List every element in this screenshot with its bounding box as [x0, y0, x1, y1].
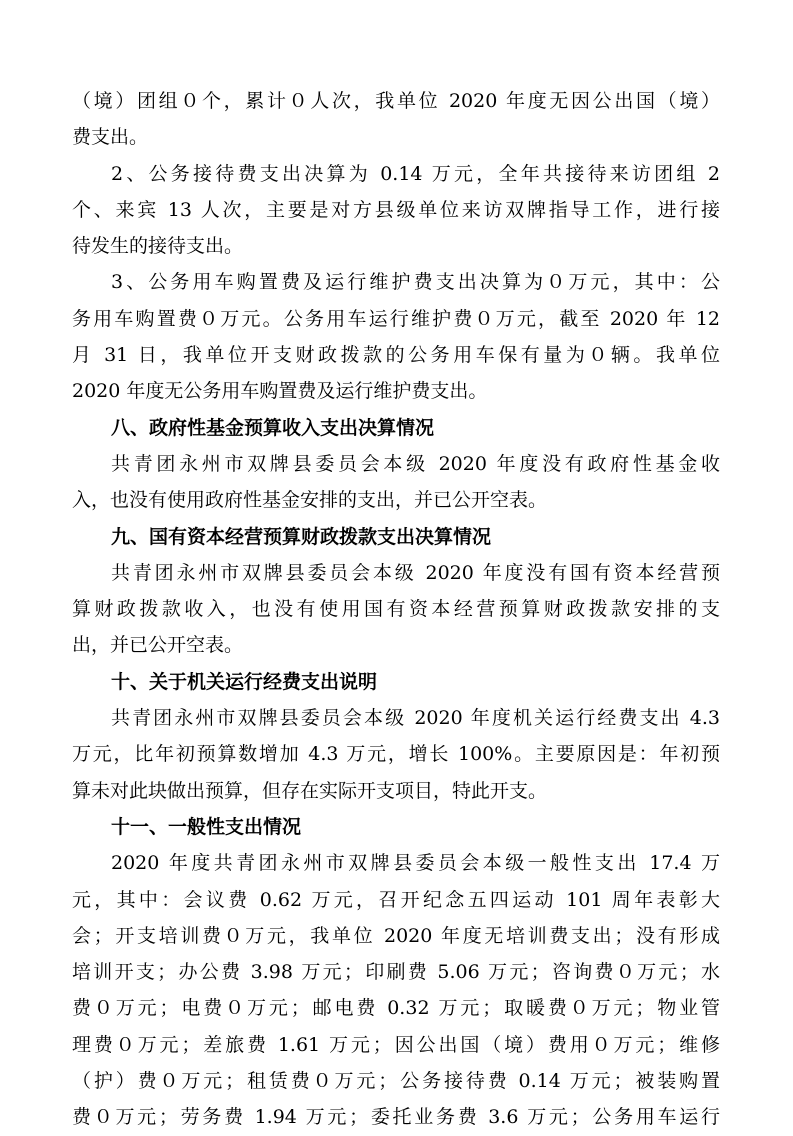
paragraph-line: 算未对此块做出预算，但存在实际开支项目，特此开支。: [72, 779, 548, 802]
paragraph-line: （境）团组０个，累计０人次，我单位 2020 年度无因公出国（境）: [72, 90, 720, 112]
paragraph-line: （护）费０万元；租赁费０万元；公务接待费 0.14 万元；被装购置: [72, 1070, 720, 1093]
paragraph-line: 算财政拨款收入，也没有使用国有资本经营预算财政拨款安排的支: [72, 598, 720, 621]
paragraph-line: 2020 年度无公务用车购置费及运行维护费支出。: [72, 380, 488, 403]
paragraph-line: 费支出。: [72, 126, 149, 149]
paragraph-line: 会；开支培训费０万元，我单位 2020 年度无培训费支出；没有形成: [72, 924, 720, 947]
paragraph-line: 理费０万元；差旅费 1.61 万元；因公出国（境）费用０万元；维修: [72, 1033, 720, 1056]
paragraph-line: 元，其中：会议费 0.62 万元，召开纪念五四运动 101 周年表彰大: [72, 888, 720, 911]
paragraph-line: 费０万元；电费０万元；邮电费 0.32 万元；取暖费０万元；物业管: [72, 997, 720, 1020]
paragraph-line: 个、来宾 13 人次，主要是对方县级单位来访双牌指导工作，进行接: [72, 198, 720, 221]
paragraph-line: 万元，比年初预算数增加 4.3 万元，增长 100%。主要原因是：年初预: [72, 743, 720, 766]
section-heading: 九、国有资本经营预算财政拨款支出决算情况: [111, 525, 492, 548]
paragraph-line: 待发生的接待支出。: [72, 235, 244, 258]
paragraph-line: 共青团永州市双牌县委员会本级 2020 年度机关运行经费支出 4.3: [111, 707, 720, 730]
paragraph-line: 务用车购置费０万元。公务用车运行维护费０万元，截至 2020 年 12: [72, 307, 720, 330]
section-heading: 十一、一般性支出情况: [111, 815, 302, 838]
paragraph-line: 出，并已公开空表。: [72, 634, 244, 657]
paragraph-line: 培训开支；办公费 3.98 万元；印刷费 5.06 万元；咨询费０万元；水: [72, 961, 720, 984]
paragraph-line: 入，也没有使用政府性基金安排的支出，并已公开空表。: [72, 489, 548, 512]
section-heading: 十、关于机关运行经费支出说明: [111, 670, 378, 693]
paragraph-line: 2、公务接待费支出决算为 0.14 万元，全年共接待来访团组 2: [111, 162, 720, 185]
paragraph-line: 共青团永州市双牌县委员会本级 2020 年度没有政府性基金收: [111, 452, 720, 475]
paragraph-line: 2020 年度共青团永州市双牌县委员会本级一般性支出 17.4 万: [111, 852, 720, 875]
paragraph-line: 月 31 日，我单位开支财政拨款的公务用车保有量为０辆。我单位: [72, 344, 720, 367]
document-body: [72, 83, 720, 1136]
paragraph-line: 共青团永州市双牌县委员会本级 2020 年度没有国有资本经营预: [111, 561, 720, 584]
paragraph-line: 3、公务用车购置费及运行维护费支出决算为０万元，其中：公: [111, 271, 720, 294]
section-heading: 八、政府性基金预算收入支出决算情况: [111, 416, 435, 439]
paragraph-line: 费０万元；劳务费 1.94 万元；委托业务费 3.6 万元；公务用车运行: [72, 1106, 720, 1129]
